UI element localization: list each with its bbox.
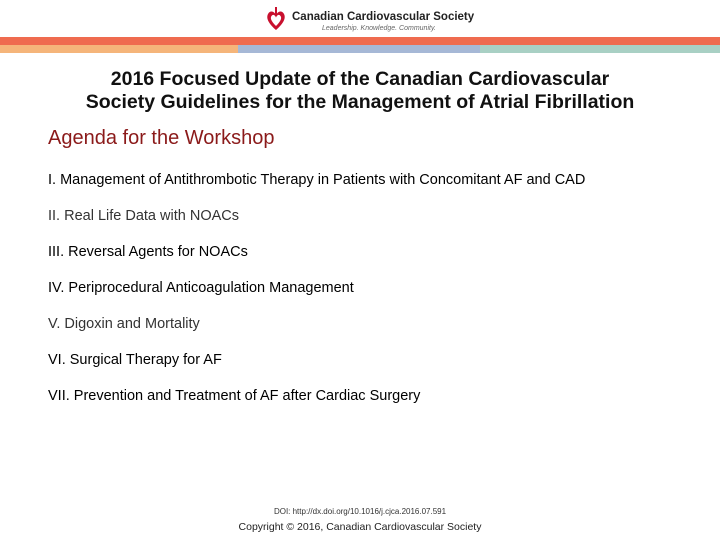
agenda-item: I. Management of Antithrombotic Therapy in Patients with Concomitant AF and CAD [48,172,586,188]
agenda-item: II. Real Life Data with NOACs [48,208,239,224]
title-line-2: Society Guidelines for the Management of Atrial Fibrillation [85,91,635,113]
header-stripes [0,37,720,53]
ccs-heart-logo-icon [264,6,288,32]
stripe-blue [238,45,480,53]
ccs-logo [264,6,474,36]
agenda-item: VI. Surgical Therapy for AF [48,352,222,368]
agenda-item: VII. Prevention and Treatment of AF after Cardiac Surgery [48,388,421,404]
agenda-list [48,170,585,422]
org-name: Canadian Cardiovascular Society [292,11,475,23]
stripe-teal [480,45,720,53]
agenda-heading: Agenda for the Workshop [48,127,275,149]
slide-title [20,68,700,114]
agenda-item: IV. Periprocedural Anticoagulation Management [48,280,354,296]
title-line-1: 2016 Focused Update of the Canadian Cardiovascular [110,68,610,90]
stripe-orange [0,45,238,53]
agenda-item: V. Digoxin and Mortality [48,316,200,332]
org-tagline: Leadership. Knowledge. Community. [322,25,436,32]
stripe-top-right [480,37,720,45]
copyright-text: Copyright © 2016, Canadian Cardiovascular Society [238,521,482,533]
doi-text: DOI: http://dx.doi.org/10.1016/j.cjca.2016.07.591 [273,507,447,516]
agenda-item: III. Reversal Agents for NOACs [48,244,248,260]
stripe-top-left [0,37,238,45]
stripe-top-middle [238,37,480,45]
